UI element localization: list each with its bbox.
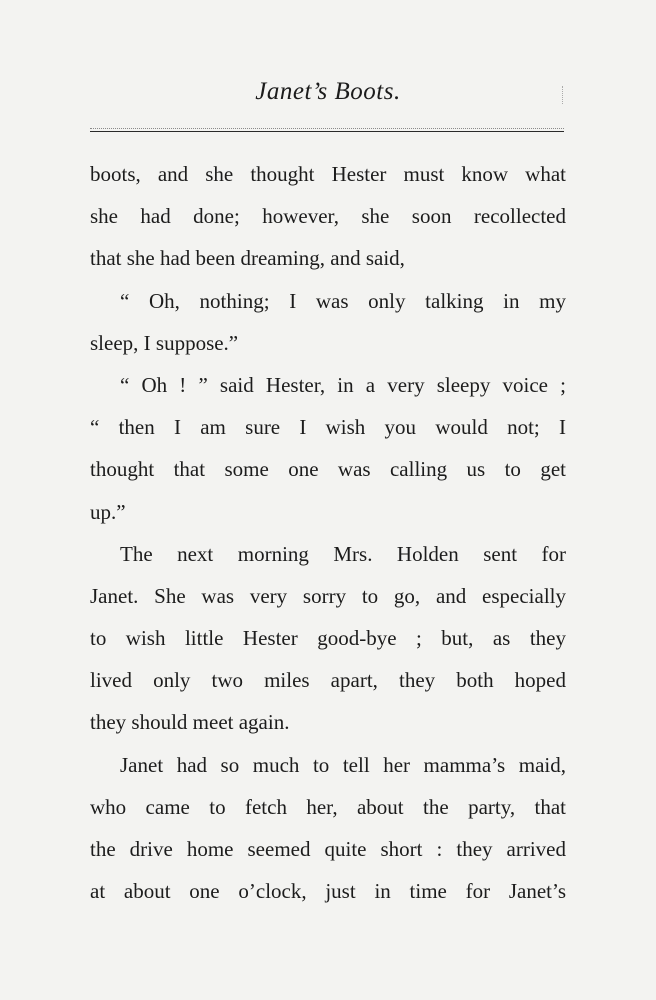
header-rule	[90, 131, 564, 132]
text-line: “ Oh ! ” said Hester, in a very sleepy voice ;	[120, 372, 566, 397]
text-line: she had done; however, she soon recollected	[90, 204, 566, 229]
text-line: Janet. She was very sorry to go, and especially	[90, 583, 566, 608]
text-line: lived only two miles apart, they both hoped	[90, 668, 566, 693]
text-line: up.”	[90, 499, 126, 524]
text-line: “ Oh, nothing; I was only talking in my	[120, 288, 566, 313]
text-line: boots, and she thought Hester must know what	[90, 162, 566, 186]
text-line: sleep, I suppose.”	[90, 330, 239, 355]
text-line: The next morning Mrs. Holden sent for	[120, 541, 566, 566]
running-head: Janet’s Boots.	[255, 78, 401, 105]
text-line: to wish little Hester good-bye ; but, as they	[90, 626, 566, 651]
text-line: thought that some one was calling us to get	[90, 457, 566, 482]
text-line: that she had been dreaming, and said,	[90, 246, 405, 271]
text-line: “ then I am sure I wish you would not; I	[90, 415, 566, 440]
margin-marks	[562, 86, 569, 104]
text-line: they should meet again.	[90, 710, 290, 735]
text-line: the drive home seemed quite short : they arrived	[90, 837, 566, 861]
text-line: Janet had so much to tell her mamma’s maid,	[120, 752, 566, 777]
body-text	[90, 153, 566, 912]
text-line: who came to fetch her, about the party, that	[90, 794, 566, 819]
text-line: at about one o’clock, just in time for Janet’s	[90, 879, 566, 904]
